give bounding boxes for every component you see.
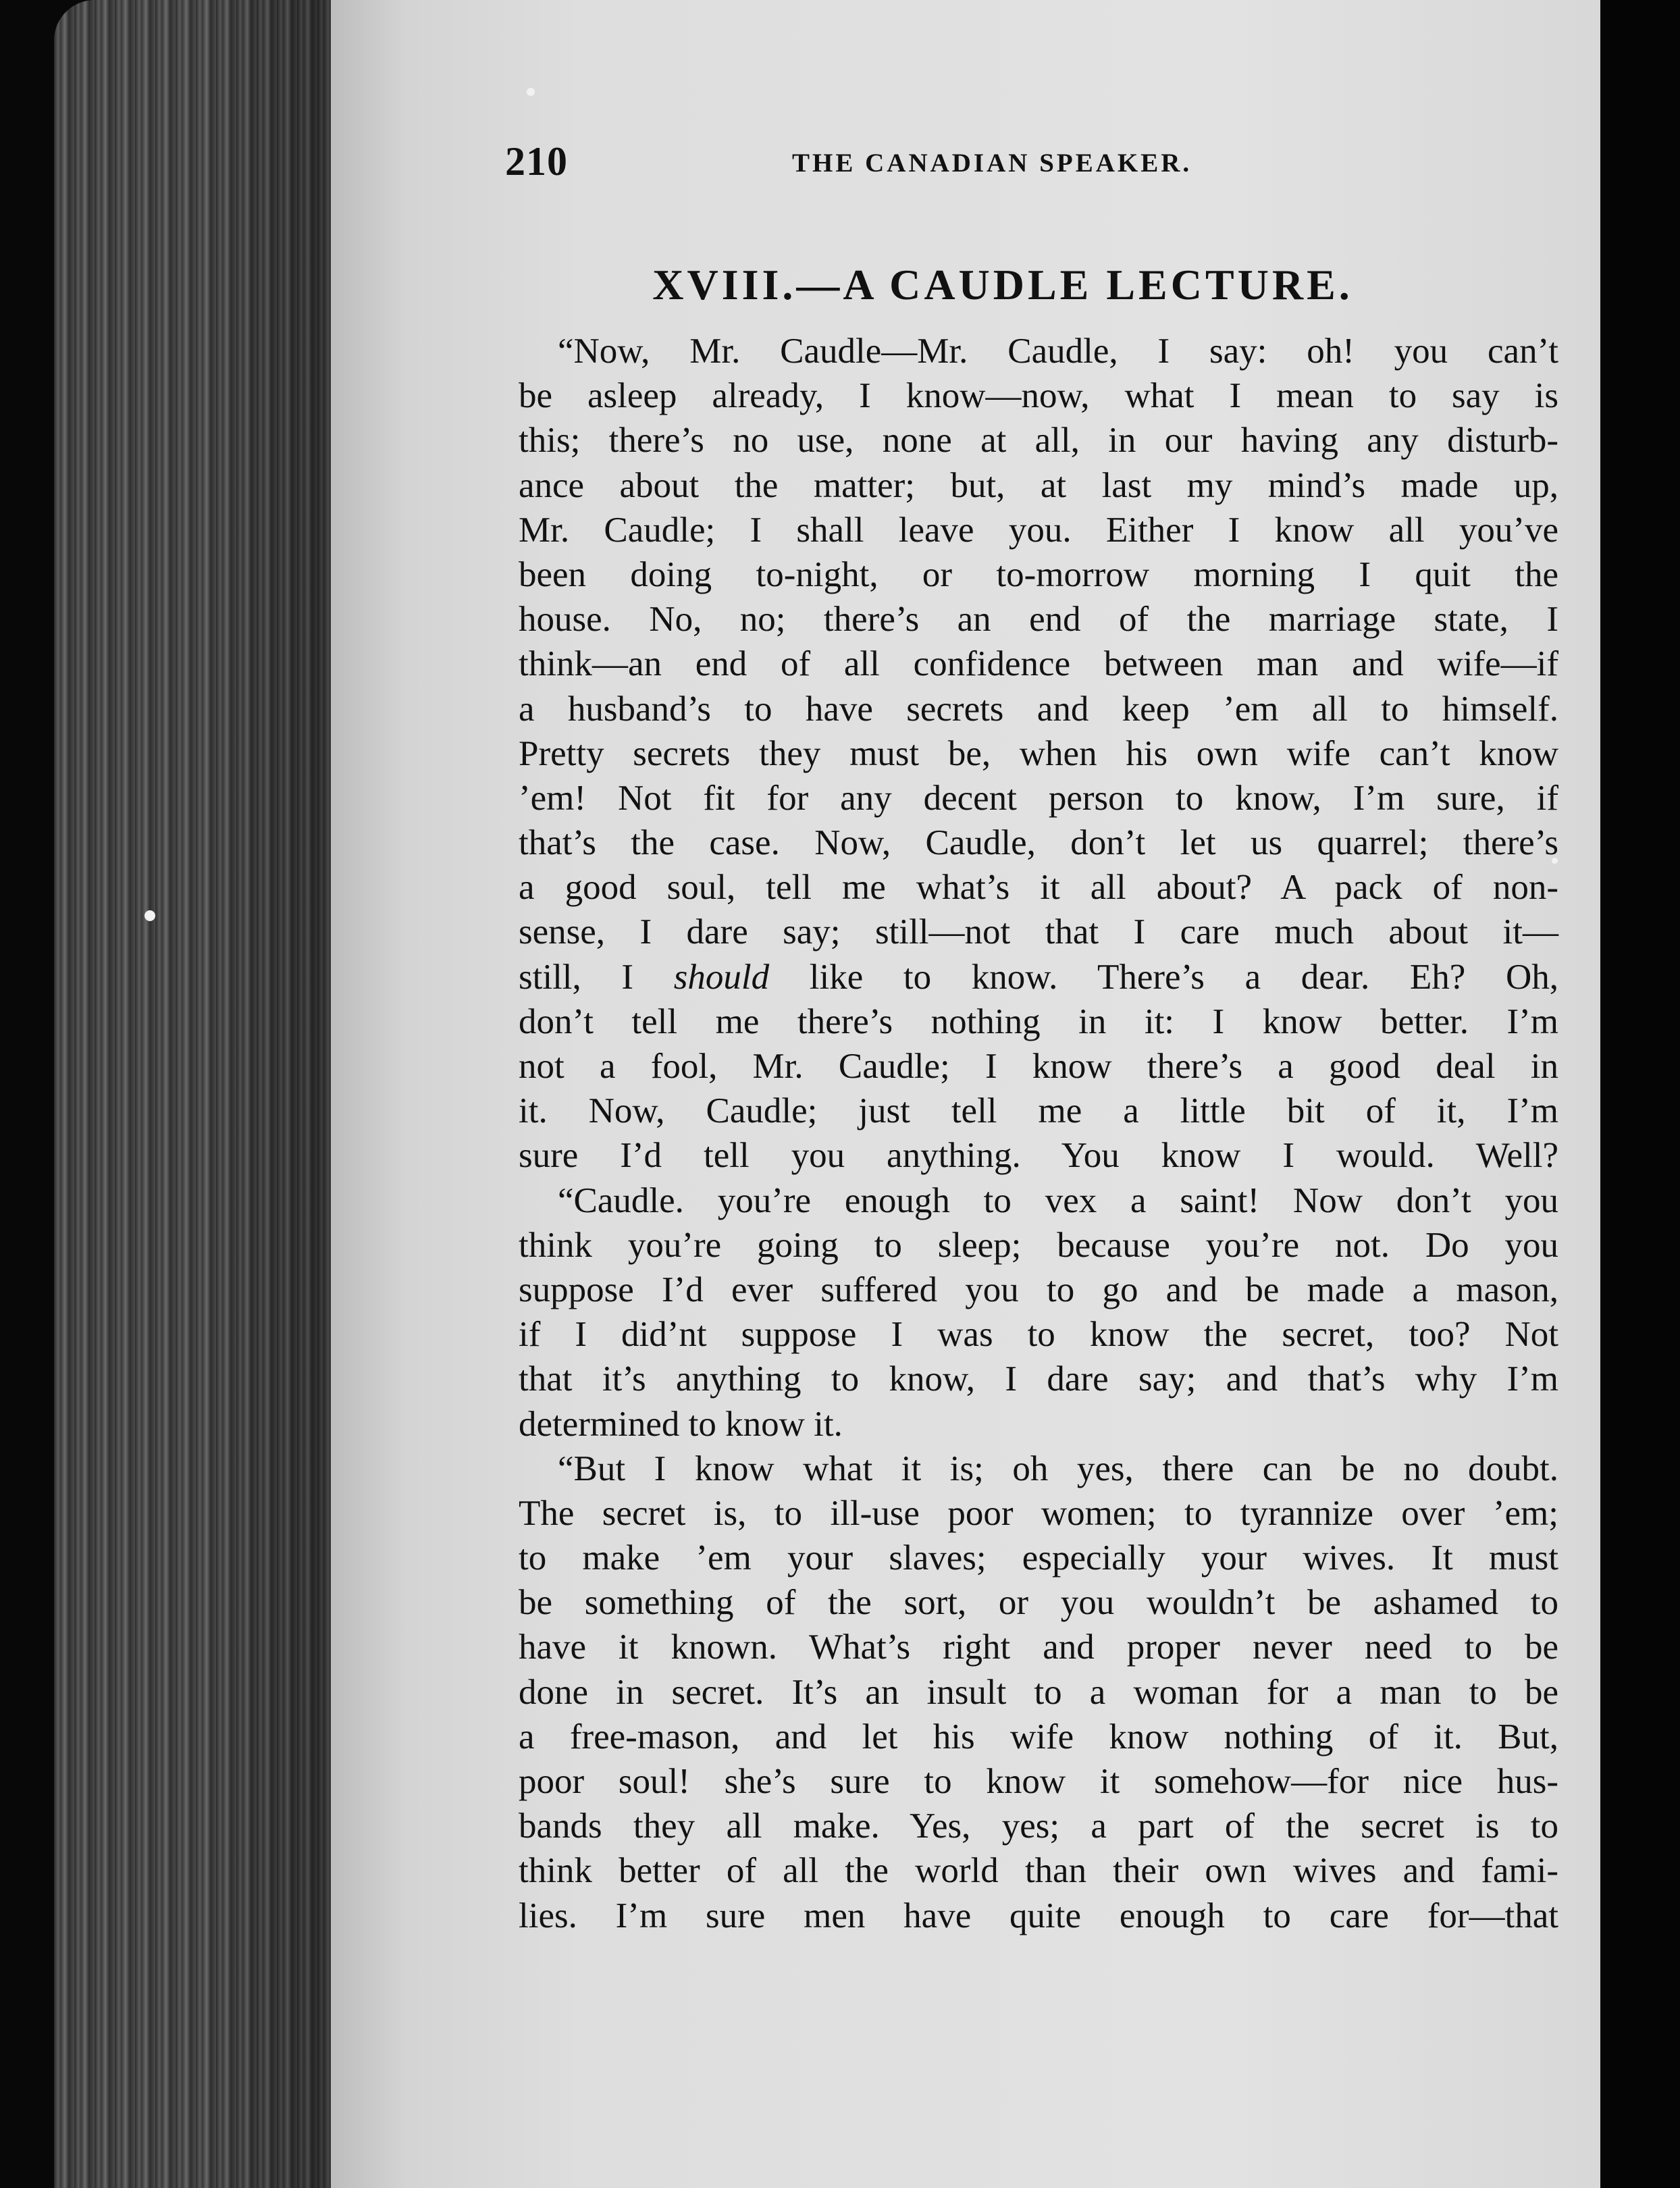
text-line: a husband’s to have secrets and keep ’em all to himself. — [519, 689, 1558, 729]
text-line: think you’re going to sleep; because you’re not. Do you — [519, 1225, 1558, 1265]
paper-speck — [527, 88, 535, 96]
text-line: it. Now, Caudle; just tell me a little bit of it, I’m — [519, 1091, 1558, 1131]
text-line: been doing to-night, or to-morrow morning I quit the — [519, 554, 1558, 594]
text-line: done in secret. It’s an insult to a woman for a man to be — [519, 1672, 1558, 1712]
emphasized-word: should — [673, 957, 770, 997]
text-line: “Caudle. you’re enough to vex a saint! Now don’t you — [558, 1180, 1558, 1220]
body-text — [519, 329, 1558, 1938]
text-line: a good soul, tell me what’s it all about? A pack of non- — [519, 868, 1558, 908]
text-line: Mr. Caudle; I shall leave you. Either I know all you’ve — [519, 510, 1558, 550]
text-line: that it’s anything to know, I dare say; and that’s why I’m — [519, 1359, 1558, 1399]
text-line: The secret is, to ill-use poor women; to tyrannize over ’em; — [519, 1493, 1558, 1533]
text-line: ance about the matter; but, at last my mind’s made up, — [519, 465, 1558, 505]
text-line: this; there’s no use, none at all, in our having any disturb- — [519, 421, 1558, 461]
text-line: not a fool, Mr. Caudle; I know there’s a good deal in — [519, 1047, 1558, 1086]
text-line: house. No, no; there’s an end of the marriage state, I — [519, 600, 1558, 640]
book-title: THE CANADIAN SPEAKER. — [792, 149, 1192, 178]
text-line: poor soul! she’s sure to know it somehow—for nice hus- — [519, 1762, 1558, 1801]
text-line: Pretty secrets they must be, when his own wife can’t know — [519, 733, 1558, 773]
text-line: sense, I dare say; still—not that I care much about it— — [519, 912, 1558, 952]
text-line: a free-mason, and let his wife know nothing of it. But, — [519, 1717, 1558, 1756]
text-line: think better of all the world than their own wives and fami- — [519, 1851, 1558, 1891]
running-head — [505, 138, 1268, 186]
page-edge-shadow — [203, 0, 338, 2188]
text-line: to make ’em your slaves; especially your wives. It must — [519, 1538, 1558, 1578]
text-line: suppose I’d ever suffered you to go and be made a mason, — [519, 1270, 1558, 1309]
text-line: have it known. What’s right and proper never need to be — [519, 1627, 1558, 1667]
text-line: be asleep already, I know—now, what I mean to say is — [519, 376, 1558, 416]
chapter-title: XVIII.—A CAUDLE LECTURE. — [652, 261, 1353, 309]
text-line: “But I know what it is; oh yes, there can be no doubt. — [558, 1449, 1558, 1488]
text-line: still, I should like to know. There’s a dear. Eh? Oh, — [519, 957, 1558, 997]
text-line: ’em! Not fit for any decent person to know, I’m sure, if — [519, 778, 1558, 818]
text-line: think—an end of all confidence between man and wife—if — [519, 644, 1558, 684]
page-number: 210 — [505, 139, 568, 184]
text-line: determined to know it. — [519, 1404, 843, 1444]
paper-speck — [145, 910, 155, 921]
text-line: “Now, Mr. Caudle—Mr. Caudle, I say: oh! you can’t — [558, 332, 1558, 371]
scan-border — [1600, 0, 1680, 2188]
text-line: bands they all make. Yes, yes; a part of the secret is to — [519, 1806, 1558, 1846]
text-line: lies. I’m sure men have quite enough to care for—that — [519, 1896, 1558, 1935]
text-line: sure I’d tell you anything. You know I would. Well? — [519, 1136, 1558, 1176]
text-line: if I did’nt suppose I was to know the secret, too? Not — [519, 1315, 1558, 1355]
text-line: be something of the sort, or you wouldn’t be ashamed to — [519, 1583, 1558, 1623]
text-line: that’s the case. Now, Caudle, don’t let us quarrel; there’s — [519, 823, 1558, 863]
text-line: don’t tell me there’s nothing in it: I know better. I’m — [519, 1001, 1558, 1041]
